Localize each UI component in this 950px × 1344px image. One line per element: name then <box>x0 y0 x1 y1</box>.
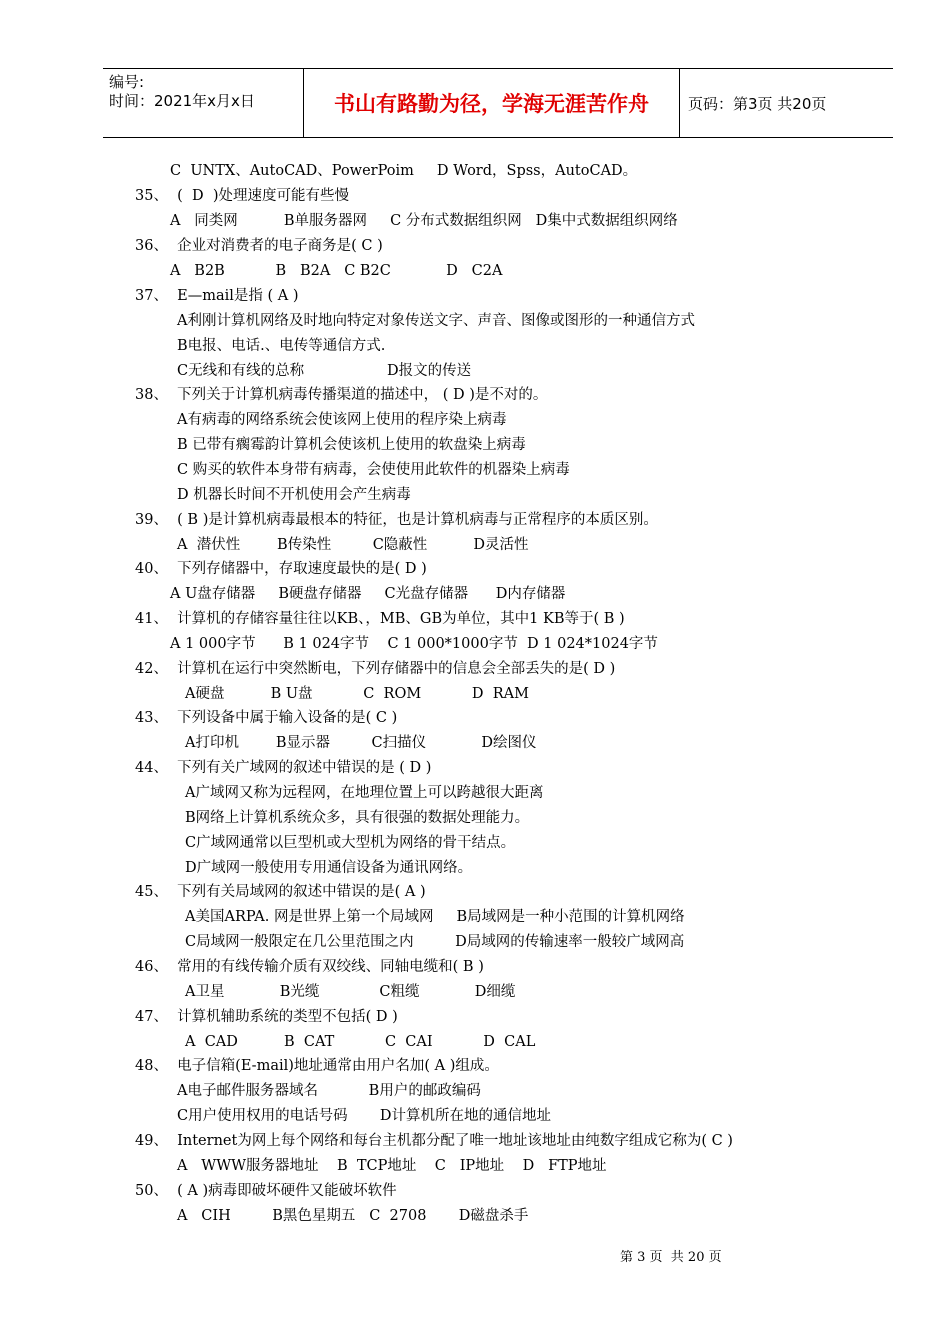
question-43: 43、 下列设备中属于输入设备的是( C ) <box>135 710 398 726</box>
option-line: A硬盘 B U盘 C ROM D RAM <box>185 686 529 702</box>
question-40: 40、 下列存储器中，存取速度最快的是( D ) <box>135 561 427 577</box>
page-header <box>103 68 893 138</box>
option-line: A CIH B黑色星期五 C 2708 D磁盘杀手 <box>177 1208 529 1224</box>
question-42: 42、 计算机在运行中突然断电，下列存储器中的信息会全部丢失的是( D ) <box>135 661 616 677</box>
question-36: 36、 企业对消费者的电子商务是( C ) <box>135 238 383 254</box>
question-37: 37、 E—mail是指 ( A ) <box>135 288 299 304</box>
option-line: A B2B B B2A C B2C D C2A <box>170 263 503 279</box>
question-35: 35、 ( D )处理速度可能有些慢 <box>135 188 350 204</box>
header-motto: 书山有路勤为径，学海无涯苦作舟 <box>303 69 680 137</box>
time-label: 时间：2021年x月x日 <box>109 92 255 110</box>
option-line: A打印机 B显示器 C扫描仪 D绘图仪 <box>185 735 537 751</box>
question-46: 46、 常用的有线传输介质有双绞线、同轴电缆和( B ) <box>135 959 484 975</box>
option-line: A 同类网 B单服务器网 C 分布式数据组织网 D集中式数据组织网络 <box>170 213 678 229</box>
question-39: 39、 ( B )是计算机病毒最根本的特征，也是计算机病毒与正常程序的本质区别。 <box>135 512 658 528</box>
question-50: 50、 ( A )病毒即破坏硬件又能破坏软件 <box>135 1183 397 1199</box>
option-line: C局域网一般限定在几公里范围之内 D局域网的传输速率一般较广域网高 <box>185 934 685 950</box>
question-38: 38、 下列关于计算机病毒传播渠道的描述中， ( D )是不对的。 <box>135 387 548 403</box>
option-line: A U盘存储器 B硬盘存储器 C光盘存储器 D内存储器 <box>170 586 566 602</box>
option-line: A 潜伏性 B传染性 C隐蔽性 D灵活性 <box>177 537 529 553</box>
option-line: A卫星 B光缆 C粗缆 D细缆 <box>185 984 516 1000</box>
option-line: C无线和有线的总称 D报文的传送 <box>177 363 472 379</box>
option-line: C用户使用权用的电话号码 D计算机所在地的通信地址 <box>177 1108 551 1124</box>
header-meta <box>103 69 303 137</box>
page-footer: 第 3 页 共 20 页 <box>620 1250 722 1265</box>
option-line: B网络上计算机系统众多，具有很强的数据处理能力。 <box>185 810 530 826</box>
option-line: A有病毒的网络系统会使该网上使用的程序染上病毒 <box>177 412 507 428</box>
option-line: C UNTX、AutoCAD、PowerPoim D Word，Spss，AutoCAD。 <box>170 163 638 179</box>
option-line: C广域网通常以巨型机或大型机为网络的骨干结点。 <box>185 835 516 851</box>
option-line: A WWW服务器地址 B TCP地址 C IP地址 D FTP地址 <box>177 1158 607 1174</box>
option-line: A广域网又称为远程网，在地理位置上可以跨越很大距离 <box>185 785 544 801</box>
option-line: A CAD B CAT C CAI D CAL <box>185 1034 536 1050</box>
option-line: A美国ARPA. 网是世界上第一个局域网 B局域网是一种小范围的计算机网络 <box>185 909 685 925</box>
question-41: 41、 计算机的存储容量往往以KB、，MB、GB为单位，其中1 KB等于( B ) <box>135 611 625 627</box>
page-indicator: 页码：第3页 共20页 <box>688 94 827 113</box>
question-49: 49、 Internet为网上每个网络和每台主机都分配了唯一地址该地址由纯数字组成它称为( C ) <box>135 1133 733 1149</box>
option-line: D广域网一般使用专用通信设备为通讯网络。 <box>185 860 473 876</box>
question-48: 48、 电子信箱(E-mail)地址通常由用户名加( A )组成。 <box>135 1058 499 1074</box>
option-line: A 1 000字节 B 1 024字节 C 1 000*1000字节 D 1 024*1024字节 <box>170 636 658 652</box>
question-45: 45、 下列有关局域网的叙述中错误的是( A ) <box>135 884 426 900</box>
option-line: B 已带有瘸霉韵计算机会使该机上使用的软盘染上病毒 <box>177 437 526 453</box>
option-line: B电报、电话.、电传等通信方式. <box>177 338 386 354</box>
option-line: C 购买的软件本身带有病毒，会使使用此软件的机器染上病毒 <box>177 462 570 478</box>
option-line: A利刚计算机网络及时地向特定对象传送文字、声音、图像或图形的一种通信方式 <box>177 313 695 329</box>
question-47: 47、 计算机辅助系统的类型不包括( D ) <box>135 1009 398 1025</box>
option-line: D 机器长时间不开机使用会产生病毒 <box>177 487 411 503</box>
option-line: A电子邮件服务器域名 B用户的邮政编码 <box>177 1083 481 1099</box>
question-44: 44、 下列有关广域网的叙述中错误的是 ( D ) <box>135 760 432 776</box>
number-label: 编号: <box>109 73 145 91</box>
